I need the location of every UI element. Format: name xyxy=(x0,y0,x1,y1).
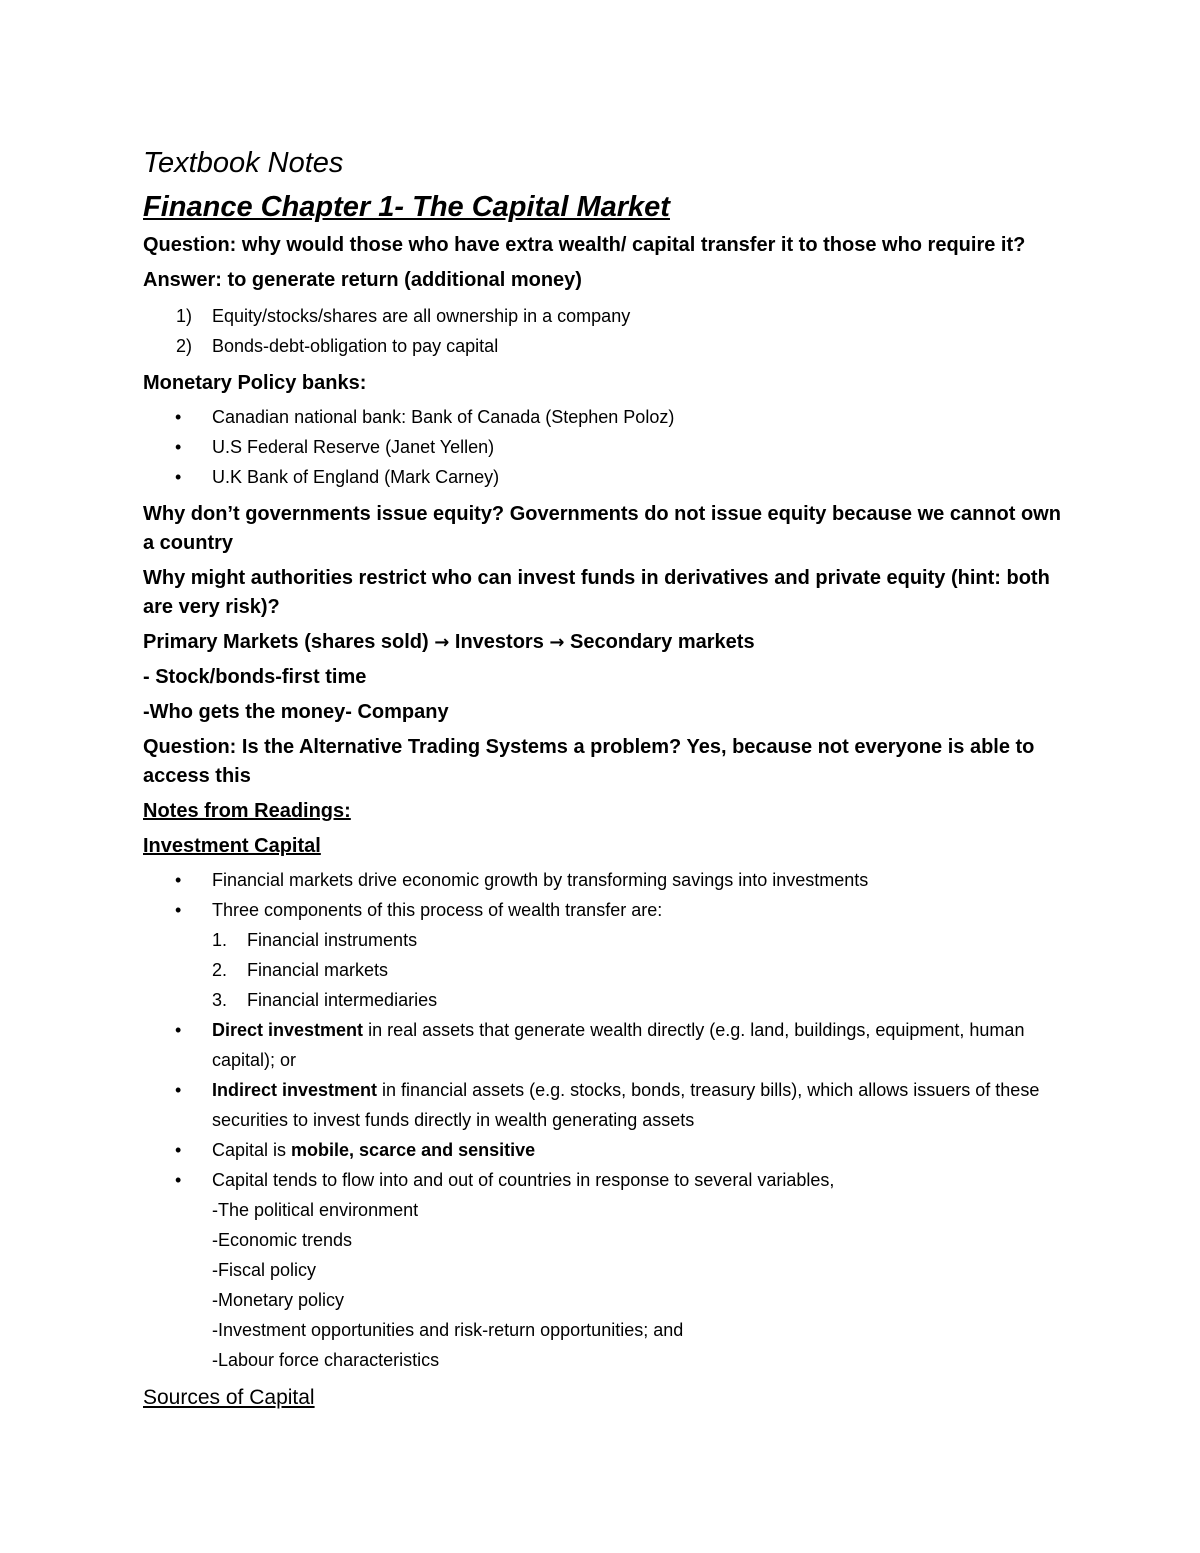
list-item-text: in real assets that generate wealth directly (e.g. land, buildings, equipment, human capital); or xyxy=(212,1020,1025,1070)
question-alternative-trading: Question: Is the Alternative Trading Systems a problem? Yes, because not everyone is able to access this xyxy=(143,736,1035,787)
stock-bonds-line: - Stock/bonds-first time xyxy=(143,666,367,688)
list-item xyxy=(143,985,1063,1015)
bullet-icon: • xyxy=(175,437,182,457)
list-item xyxy=(143,1015,1063,1075)
list-item xyxy=(143,1135,1063,1165)
variables-list xyxy=(143,1195,1063,1375)
investors-text: Investors xyxy=(449,631,550,653)
components-list xyxy=(143,925,1063,1015)
arrow-right-icon: → xyxy=(549,632,565,653)
list-item xyxy=(143,1075,1063,1135)
list-item xyxy=(143,402,1063,432)
investment-capital-heading: Investment Capital xyxy=(143,835,321,857)
investment-capital-list xyxy=(143,865,1063,1375)
list-item-text: Financial intermediaries xyxy=(247,990,438,1010)
banks-list xyxy=(143,402,1063,492)
list-item xyxy=(143,1165,1063,1375)
secondary-markets-text: Secondary markets xyxy=(564,631,755,653)
capital-qualities-term: mobile, scarce and sensitive xyxy=(291,1140,536,1160)
list-item-text: Capital is xyxy=(212,1140,292,1160)
bullet-icon: • xyxy=(175,1140,182,1160)
list-number: 1) xyxy=(176,306,193,326)
list-item xyxy=(143,462,1063,492)
sources-of-capital-heading: Sources of Capital xyxy=(143,1386,315,1409)
list-item xyxy=(143,895,1063,1015)
document-title: Textbook Notes xyxy=(143,147,344,179)
money-company-line: -Who gets the money- Company xyxy=(143,701,449,723)
list-item xyxy=(143,865,1063,895)
chapter-title: Finance Chapter 1- The Capital Market xyxy=(143,191,670,223)
list-item-text: Canadian national bank: Bank of Canada (Stephen Poloz) xyxy=(212,407,675,427)
list-item xyxy=(143,925,1063,955)
list-item: -Monetary policy xyxy=(212,1290,345,1310)
list-item: -Investment opportunities and risk-return opportunities; and xyxy=(212,1320,684,1340)
list-item-text: Financial markets xyxy=(247,960,389,980)
list-item-text: Equity/stocks/shares are all ownership in a company xyxy=(212,306,631,326)
monetary-policy-heading: Monetary Policy banks: xyxy=(143,372,367,394)
list-item: -The political environment xyxy=(212,1200,419,1220)
list-item-text: Financial markets drive economic growth by transforming savings into investments xyxy=(212,870,869,890)
list-number: 2) xyxy=(176,336,193,356)
bullet-icon: • xyxy=(175,1080,182,1100)
markets-flow-line xyxy=(143,628,1063,657)
list-item: -Fiscal policy xyxy=(212,1260,317,1280)
list-item-text: Three components of this process of wealth transfer are: xyxy=(212,900,663,920)
bullet-icon: • xyxy=(175,1020,182,1040)
document-content xyxy=(143,145,1063,1418)
list-item xyxy=(143,331,1063,361)
list-item-text: in financial assets (e.g. stocks, bonds, treasury bills), which allows issuers of these securities to invest funds directly in wealth generating assets xyxy=(212,1080,1040,1130)
notes-from-readings-heading: Notes from Readings: xyxy=(143,800,351,822)
list-item-text: Financial instruments xyxy=(247,930,418,950)
ownership-list xyxy=(143,301,1063,361)
list-item-text: U.S Federal Reserve (Janet Yellen) xyxy=(212,437,495,457)
question-restrict-investment: Why might authorities restrict who can invest funds in derivatives and private equity (hint: both are very risk)? xyxy=(143,567,1050,618)
list-item-text: Capital tends to flow into and out of countries in response to several variables, xyxy=(212,1170,835,1190)
list-item-text: U.K Bank of England (Mark Carney) xyxy=(212,467,500,487)
bullet-icon: • xyxy=(175,870,182,890)
question-capital-transfer: Question: why would those who have extra wealth/ capital transfer it to those who require it? xyxy=(143,234,1026,256)
list-item: -Labour force characteristics xyxy=(212,1350,440,1370)
bullet-icon: • xyxy=(175,407,182,427)
primary-markets-text: Primary Markets (shares sold) xyxy=(143,631,435,653)
question-government-equity: Why don’t governments issue equity? Governments do not issue equity because we cannot own a country xyxy=(143,503,1061,554)
list-item xyxy=(143,955,1063,985)
indirect-investment-term: Indirect investment xyxy=(212,1080,378,1100)
bullet-icon: • xyxy=(175,1170,182,1190)
answer-generate-return: Answer: to generate return (additional money) xyxy=(143,269,582,291)
list-item xyxy=(143,301,1063,331)
list-number: 3. xyxy=(212,990,228,1010)
direct-investment-term: Direct investment xyxy=(212,1020,364,1040)
arrow-right-icon: → xyxy=(434,632,450,653)
list-number: 2. xyxy=(212,960,228,980)
list-number: 1. xyxy=(212,930,228,950)
bullet-icon: • xyxy=(175,900,182,920)
bullet-icon: • xyxy=(175,467,182,487)
list-item: -Economic trends xyxy=(212,1230,353,1250)
list-item-text: Bonds-debt-obligation to pay capital xyxy=(212,336,499,356)
list-item xyxy=(143,432,1063,462)
